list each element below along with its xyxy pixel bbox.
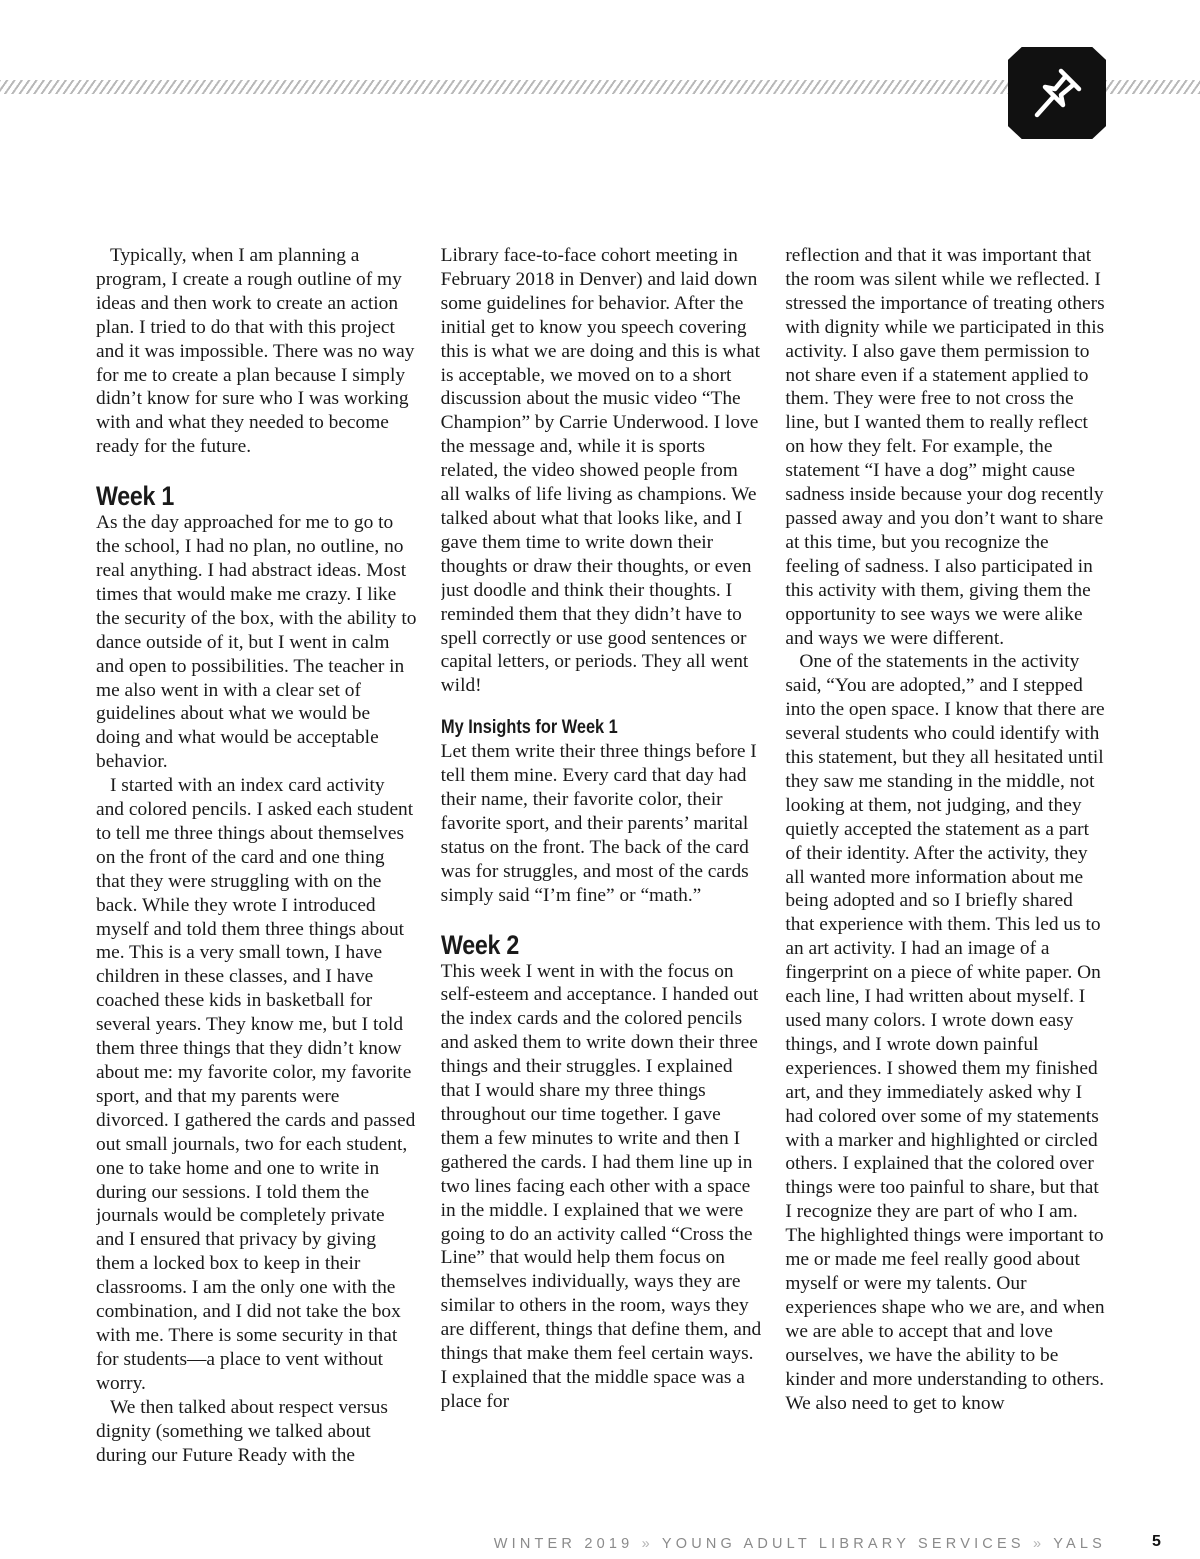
body-paragraph: Let them write their three things before I tell them mine. Every card that day had their name, their favorite color, their favorite sport, and their parents’ marital status on the front. The back of the card was for struggles, and most of the cards simply said “I’m fine” or “math.”: [440, 741, 757, 906]
running-footer: [300, 1536, 1106, 1552]
body-paragraph: We then talked about respect versus dignity (something we talked about during our Future Ready with the: [96, 1396, 388, 1466]
pushpin-icon: [1027, 63, 1087, 123]
body-paragraph: I started with an index card activity and colored pencils. I asked each student to tell me three things about themselves on the front of the card and one thing that they were struggling with on the back. While they wrote I introduced myself and told them three things about me. This is a very small town, I have children in these classes, and I have coached these kids in basketball for several years. They know me, but I told them three things that they didn’t know about me: my favorite color, my favorite sport, and that my parents were divorced. I gathered the cards and passed out small journals, two for each student, one to take home and one to write in during our sessions. I told them the journals would be completely private and I ensured that privacy by giving them a locked box to keep in their classrooms. I am the only one with the combination, and I did not take the box with me. There is some security in that for students—a place to vent without worry.: [96, 775, 416, 1394]
body-paragraph: reflection and that it was important that the room was silent while we reflected. I stressed the importance of treating others with dignity while we participated in this activity. I also gave them permission to not share even if a statement applied to them. They were free to not cross the line, but I wanted them to really reflect on how they felt. For example, the statement “I have a dog” might cause sadness inside because your dog recently passed away and you don’t want to share at this time, but you recognize the feeling of sadness. I also participated in this activity with them, giving them the opportunity to see ways we were alike and ways we were different.: [785, 245, 1105, 649]
column-2: [441, 244, 762, 1484]
article-body: [96, 244, 1106, 1484]
body-paragraph: Library face-to-face cohort meeting in February 2018 in Denver) and laid down some guidelines for behavior. After the initial get to know you speech covering this is what we are doing and this is what is acceptable, we moved on to a short discussion about the music video “The Champion” by Carrie Underwood. I love the message and, while it is sports related, the video showed people from all walks of life living as champions. We talked about what that looks like, and I gave them time to write down their thoughts or draw their thoughts, or even just doodle and think their thoughts. I reminded them that they didn’t have to spell correctly or use good sentences or capital letters, or periods. They all went wild!: [440, 245, 761, 697]
body-paragraph: Typically, when I am planning a program, I create a rough outline of my ideas and then work to create an action plan. I tried to do that with this project and it was impossible. There was no way for me to create a plan because I simply didn’t know for sure who I was working with and what they needed to become ready for the future.: [96, 245, 415, 458]
body-paragraph: As the day approached for me to go to the school, I had no plan, no outline, no real anything. I had abstract ideas. Most times that would make me crazy. I like the security of the box, with the ability to dance outside of it, but I went in calm and open to possibilities. The teacher in me also went in with a clear set of guidelines about what we would be doing and what would be acceptable behavior.: [96, 512, 417, 773]
column-1: [96, 244, 417, 1484]
footer-season: WINTER 2019: [493, 1536, 634, 1552]
body-paragraph: This week I went in with the focus on self-esteem and acceptance. I handed out the index cards and the colored pencils and asked them to write down their three things and their struggles. I explained that I would share my three things throughout our time together. I gave them a few minutes to write and then I gathered the cards. I had them line up in two lines facing each other with a space in the middle. I explained that we were going to do an activity called “Cross the Line” that would help them focus on themselves individually, ways they are similar to others in the room, ways they are different, things that define them, and things that make them feel certain ways. I explained that the middle space was a place for: [440, 960, 762, 1412]
footer-abbrev: YALS: [1053, 1536, 1106, 1552]
body-paragraph: One of the statements in the activity said, “You are adopted,” and I stepped into the open space. I know that there are several students who could identify with this statement, but they all hesitated until they saw me standing in the middle, not looking at them, not judging, and they quietly accepted the statement as a part of their identity. After the activity, they all wanted more information about me being adopted and so I briefly shared that experience with them. This led us to an art activity. I had an image of a fingerprint on a piece of white paper. On each line, I had written about myself. I used many colors. I wrote down easy things, and I wrote down painful experiences. I showed them my finished art, and they immediately asked why I had colored over some of my statements with a marker and highlighted or circled others. I explained that the colored over things were too painful to share, but that I recognize they are part of who I am. The highlighted things were important to me or made me feel really good about myself or were my talents. Our experiences shape who we are, and when we are able to accept that and love ourselves, we have the ability to be kinder and more understanding to others. We also need to get to know: [785, 651, 1105, 1414]
footer-publication: YOUNG ADULT LIBRARY SERVICES: [661, 1536, 1025, 1552]
section-heading: Week 1: [96, 481, 175, 512]
page-number: 5: [1152, 1533, 1161, 1550]
footer-separator: »: [1032, 1536, 1046, 1552]
subsection-heading: My Insights for Week 1: [440, 717, 618, 739]
section-heading: Week 2: [440, 929, 519, 960]
column-3: [785, 244, 1106, 1484]
header-badge: [1008, 47, 1106, 139]
footer-separator: »: [641, 1536, 654, 1552]
